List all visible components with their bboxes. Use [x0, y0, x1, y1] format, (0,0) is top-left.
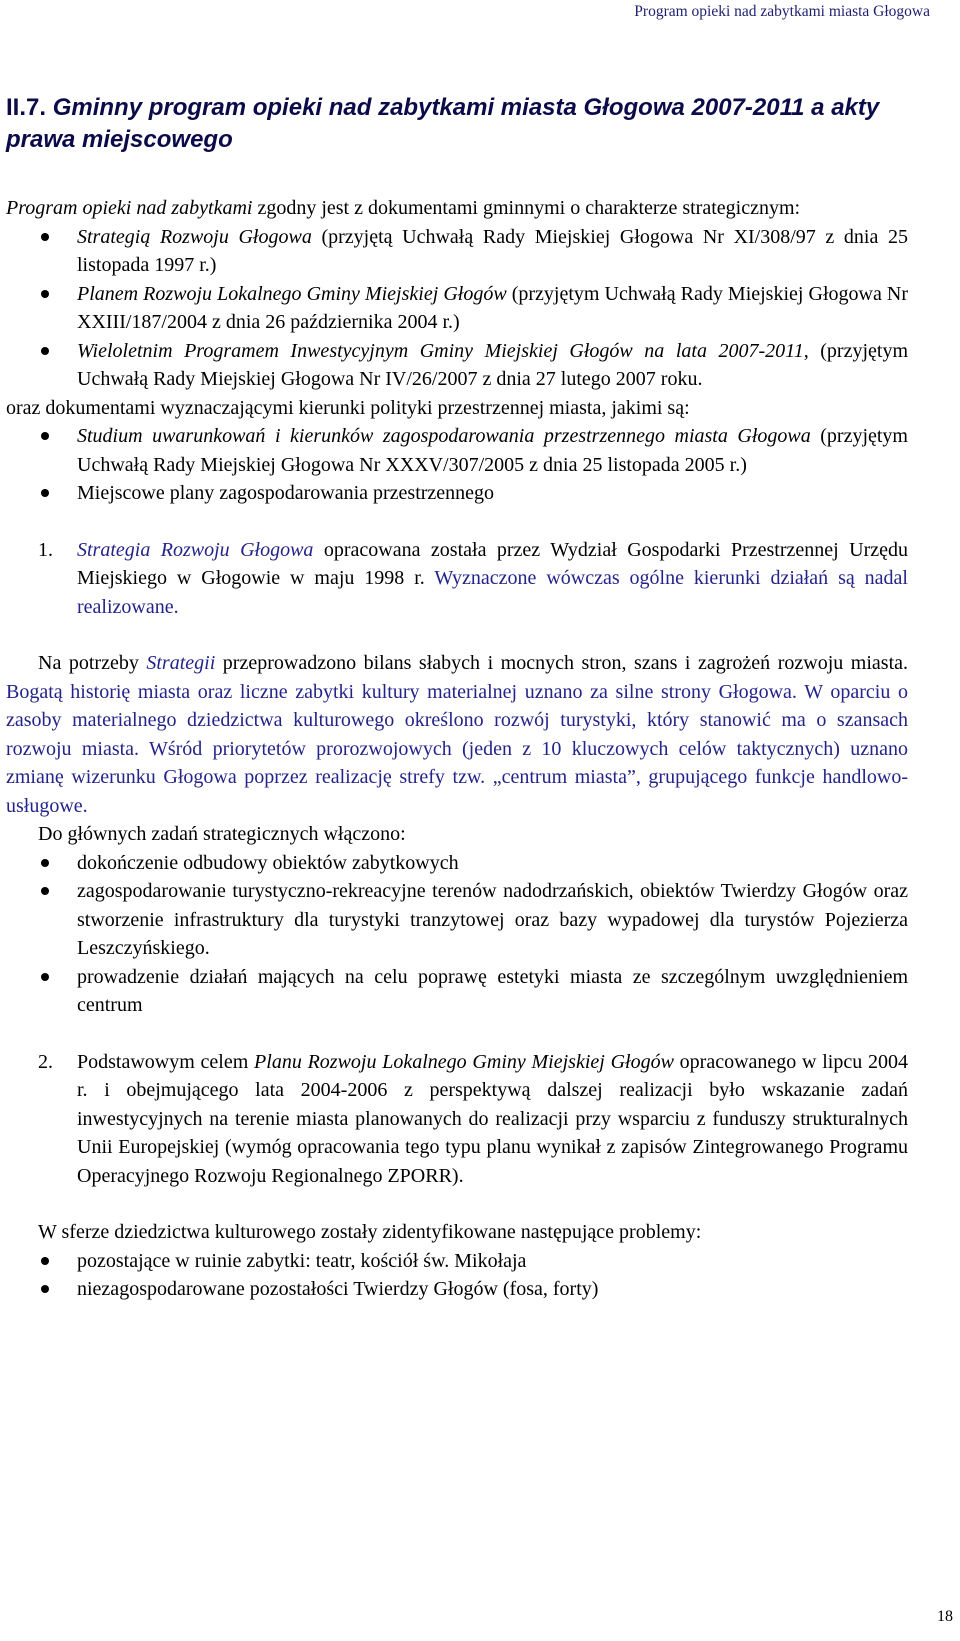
intro-italic: Program opieki nad zabytkami	[6, 197, 253, 219]
doc-title: Strategią Rozwoju Głogowa	[77, 225, 312, 248]
point1-text: opracowana została przez Wydział Gospodarki Przestrzennej Urzędu Miejskiego w Głogowie w maju 1998 r.	[77, 538, 908, 589]
doc-title: Planem Rozwoju Lokalnego Gminy Miejskiej Głogów	[77, 282, 507, 305]
section-title-text: Gminny program opieki nad zabytkami miasta Głogowa 2007-2011 a akty prawa miejscowego	[6, 94, 880, 153]
strategy-ref: Strategii	[146, 652, 216, 674]
strategic-docs-list	[6, 223, 908, 394]
doc-details: , (przyjętym Uchwałą Rady Miejskiej Głogowa Nr IV/26/2007 z dnia 27 lutego 2007 roku.	[77, 339, 908, 390]
intro-paragraph	[6, 194, 908, 223]
highlighted-text: Bogatą historię miasta oraz liczne zabytki kultury materialnej uznano za silne strony Głogowa. W oparciu o zasoby materialnego dziedzictwa kulturowego określono rozwój turystyki, który stanowić ma o szansach rozwoju miasta. Wśród priorytetów prorozwojowych (jeden z 10 kluczowych celów taktycznych) uznano zmianę wizerunku Głogowa poprzez realizację strefy tzw. „centrum miasta”, grupującego funkcje handlowo-usługowe.	[6, 680, 908, 817]
planning-docs-list	[6, 422, 908, 508]
list-item	[6, 422, 908, 479]
list-item	[6, 479, 908, 508]
text-run: opracowanego w lipcu 2004 r. i obejmującego lata 2004-2006 z perspektywą dalszej realizacji było wskazanie zadań inwestycyjnych na terenie miasta planowanych do realizacji przy wsparciu z funduszy strukturalnych Unii Europejskiej (wymóg opracowania tego typu planu wynikał z zapisów Zintegrowanego Programu Operacyjnego Rozwoju Regionalnego ZPORR).	[77, 1050, 908, 1187]
heritage-problems-intro: W sferze dziedzictwa kulturowego zostały zidentyfikowane następujące problemy:	[38, 1221, 702, 1243]
plan-title: Planu Rozwoju Lokalnego Gminy Miejskiej Głogów	[254, 1050, 674, 1073]
doc-details: (przyjętym Uchwałą Rady Miejskiej Głogowa Nr XXIII/187/2004 z dnia 26 października 2004 r.)	[77, 282, 908, 333]
doc-details: Miejscowe plany zagospodarowania przestrzennego	[77, 482, 495, 504]
list-item: pozostające w ruinie zabytki: teatr, kościół św. Mikołaja	[6, 1247, 908, 1276]
item-number: 1.	[38, 538, 53, 561]
doc-details: (przyjętym Uchwałą Rady Miejskiej Głogowa Nr XXXV/307/2005 z dnia 25 listopada 2005 r.)	[77, 425, 908, 476]
list-item: prowadzenie działań mających na celu poprawę estetyki miasta ze szczególnym uwzględnieniem centrum	[6, 963, 908, 1020]
numbered-item-2	[6, 1048, 908, 1191]
main-tasks-list	[6, 849, 908, 1020]
strategy-title: Strategia Rozwoju Głogowa	[77, 538, 314, 561]
doc-title: Studium uwarunkowań i kierunków zagospodarowania przestrzennego miasta Głogowa	[77, 425, 811, 447]
text-run: przeprowadzono bilans słabych i mocnych stron, szans i zagrożeń rozwoju miasta.	[215, 652, 908, 674]
running-header: Program opieki nad zabytkami miasta Głogowa	[634, 3, 930, 20]
point1-highlight: Wyznaczone wówczas ogólne kierunki działań są nadal realizowane.	[77, 567, 908, 618]
heritage-problems-list	[6, 1247, 908, 1304]
list-item: zagospodarowanie turystyczno-rekreacyjne terenów nadodrzańskich, obiektów Twierdzy Głogów oraz stworzenie infrastruktury dla turystyki tranzytowej oraz bazy wypadowej dla turystów Pojezierza Leszczyńskiego.	[6, 877, 908, 963]
item-number: 2.	[38, 1050, 53, 1073]
numbered-item-1	[6, 536, 908, 622]
section-title	[6, 92, 908, 156]
text-run: Podstawowym celem	[77, 1050, 255, 1073]
text-run: Na potrzeby	[38, 652, 147, 674]
doc-title: Wieloletnim Programem Inwestycyjnym Gminy Miejskiej Głogów na lata 2007-2011	[77, 339, 804, 362]
list-item	[6, 337, 908, 394]
doc-details: (przyjętą Uchwałą Rady Miejskiej Głogowa Nr XI/308/97 z dnia 25 listopada 1997 r.)	[77, 225, 908, 276]
list-item: dokończenie odbudowy obiektów zabytkowych	[6, 849, 908, 878]
page-content	[6, 92, 908, 1304]
list-item: niezagospodarowane pozostałości Twierdzy Głogów (fosa, forty)	[6, 1275, 908, 1304]
section-number: II.7.	[6, 94, 47, 121]
list-item	[6, 223, 908, 280]
intro-rest: zgodny jest z dokumentami gminnymi o charakterze strategicznym:	[252, 197, 801, 219]
strategy-paragraph	[6, 649, 908, 820]
main-tasks-intro: Do głównych zadań strategicznych włączono:	[38, 823, 406, 845]
list-item	[6, 280, 908, 337]
planning-intro: oraz dokumentami wyznaczającymi kierunki polityki przestrzennej miasta, jakimi są:	[6, 396, 690, 419]
page-number: 18	[937, 1608, 953, 1625]
